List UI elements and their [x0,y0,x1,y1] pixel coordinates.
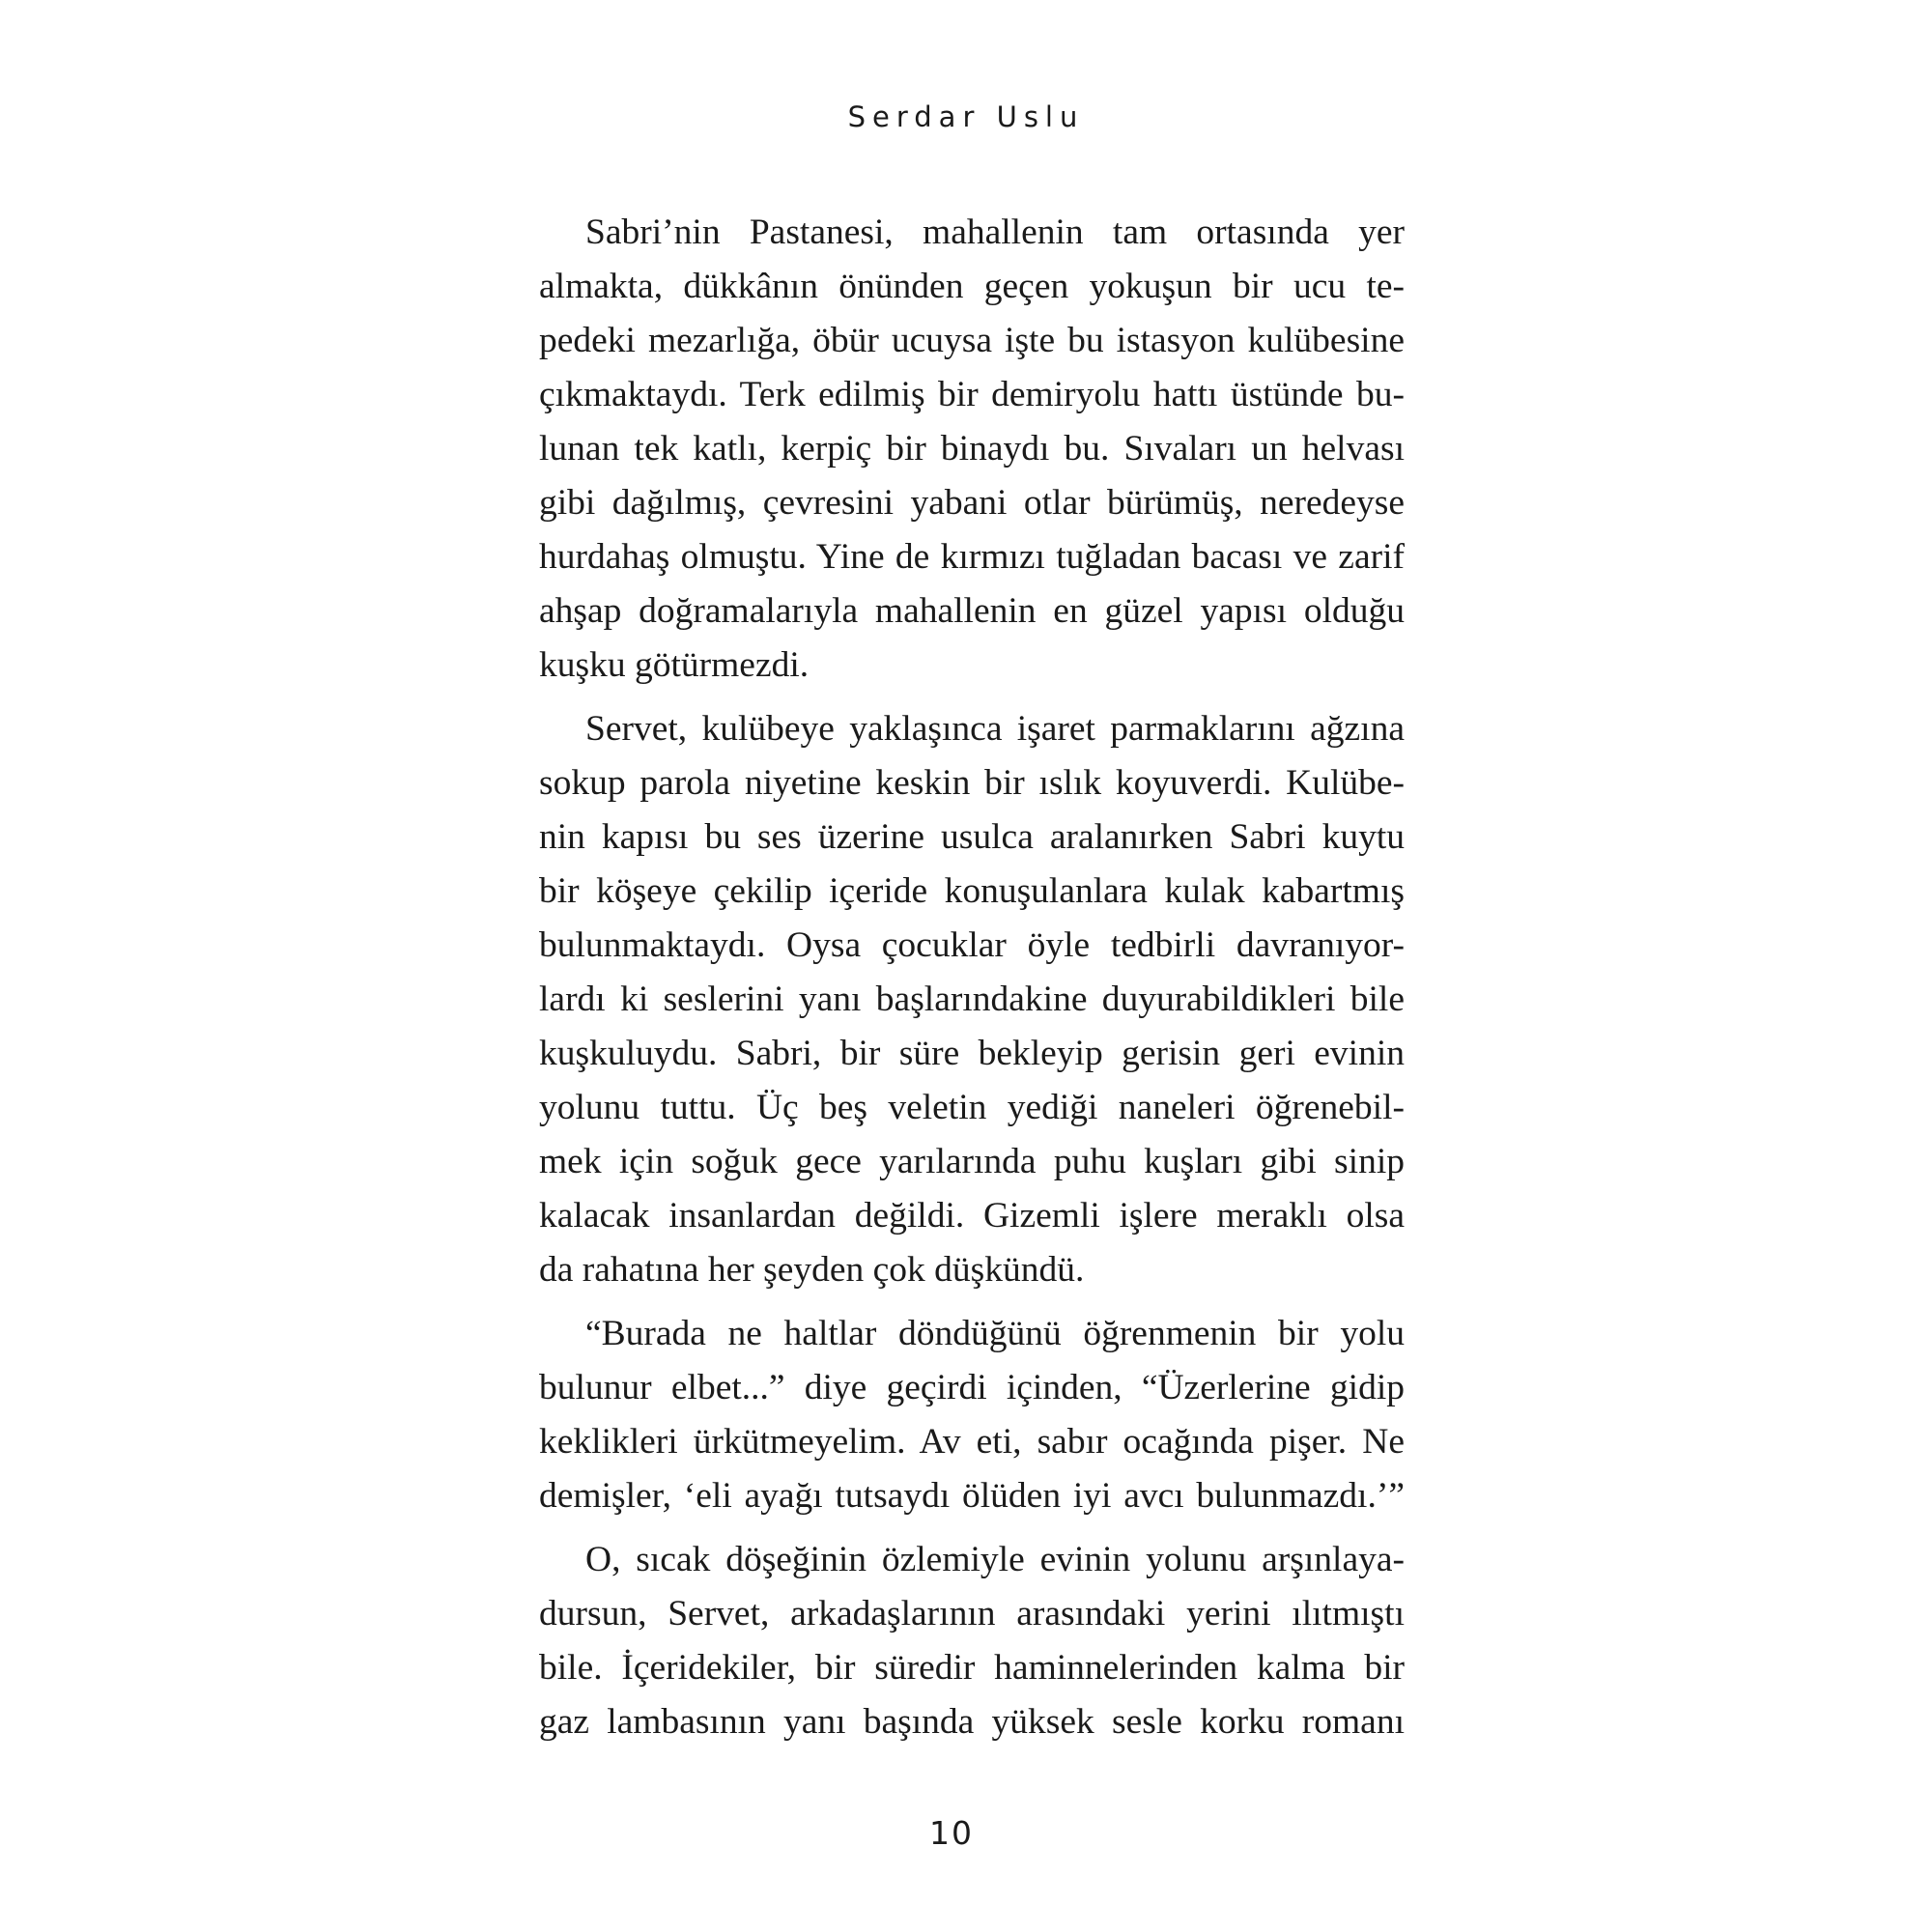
text-line: dursun, Servet, arkadaşlarının arasındaki yerini ılıtmıştı [539,1594,1405,1634]
text-line: O, sıcak döşeğinin özlemiyle evinin yolunu arşınlaya- [585,1540,1405,1579]
text-line: lardı ki seslerini yanı başlarındakine duyurabildikleri bile [539,980,1405,1019]
running-header-author: Serdar Uslu [847,100,1085,133]
paragraph [539,702,1405,1297]
text-line: kalacak insanlardan değildi. Gizemli işlere meraklı olsa [539,1196,1405,1236]
text-line: hurdahaş olmuştu. Yine de kırmızı tuğladan bacası ve zarif [539,537,1405,577]
text-line: lunan tek katlı, kerpiç bir binaydı bu. Sıvaları un helvası [539,429,1405,469]
text-line: mek için soğuk gece yarılarında puhu kuşları gibi sinip [539,1142,1405,1181]
paragraph [539,1533,1405,1749]
text-line: yolunu tuttu. Üç beş veletin yediği naneleri öğrenebil- [539,1088,1405,1127]
paragraph [539,1307,1405,1523]
text-line: bulunur elbet...” diye geçirdi içinden, “Üzerlerine gidip [539,1368,1405,1407]
paragraph [539,206,1405,693]
text-line: pedeki mezarlığa, öbür ucuysa işte bu istasyon kulübesine [539,321,1405,360]
text-line: sokup parola niyetine keskin bir ıslık koyuverdi. Kulübe- [539,763,1405,803]
text-line: keklikleri ürkütmeyelim. Av eti, sabır ocağında pişer. Ne [539,1422,1405,1462]
text-line: bulunmaktaydı. Oysa çocuklar öyle tedbirli davranıyor- [539,925,1405,965]
text-line: kuşku götürmezdi. [539,645,810,685]
text-line: çıkmaktaydı. Terk edilmiş bir demiryolu hattı üstünde bu- [539,375,1405,414]
text-line: almakta, dükkânın önünden geçen yokuşun bir ucu te- [539,267,1405,306]
text-line: demişler, ‘eli ayağı tutsaydı ölüden iyi avcı bulunmazdı.’” [539,1476,1405,1516]
text-line: bile. İçeridekiler, bir süredir haminnelerinden kalma bir [539,1648,1405,1688]
text-line: da rahatına her şeyden çok düşkündü. [539,1250,1085,1290]
text-line: kuşkuluydu. Sabri, bir süre bekleyip gerisin geri evinin [539,1034,1405,1073]
body-text [539,206,1405,1749]
text-line: Sabri’nin Pastanesi, mahallenin tam ortasında yer [585,213,1405,252]
text-line: ahşap doğramalarıyla mahallenin en güzel yapısı olduğu [539,591,1405,631]
text-line: gibi dağılmış, çevresini yabani otlar bürümüş, neredeyse [539,483,1405,523]
page-number: 10 [929,1814,974,1852]
text-line: gaz lambasının yanı başında yüksek sesle korku romanı [539,1702,1405,1742]
text-line: Servet, kulübeye yaklaşınca işaret parmaklarını ağzına [585,709,1405,749]
text-line: nin kapısı bu ses üzerine usulca aralanırken Sabri kuytu [539,817,1405,857]
text-line: “Burada ne haltlar döndüğünü öğrenmenin bir yolu [585,1314,1405,1353]
text-line: bir köşeye çekilip içeride konuşulanlara kulak kabartmış [539,871,1405,911]
